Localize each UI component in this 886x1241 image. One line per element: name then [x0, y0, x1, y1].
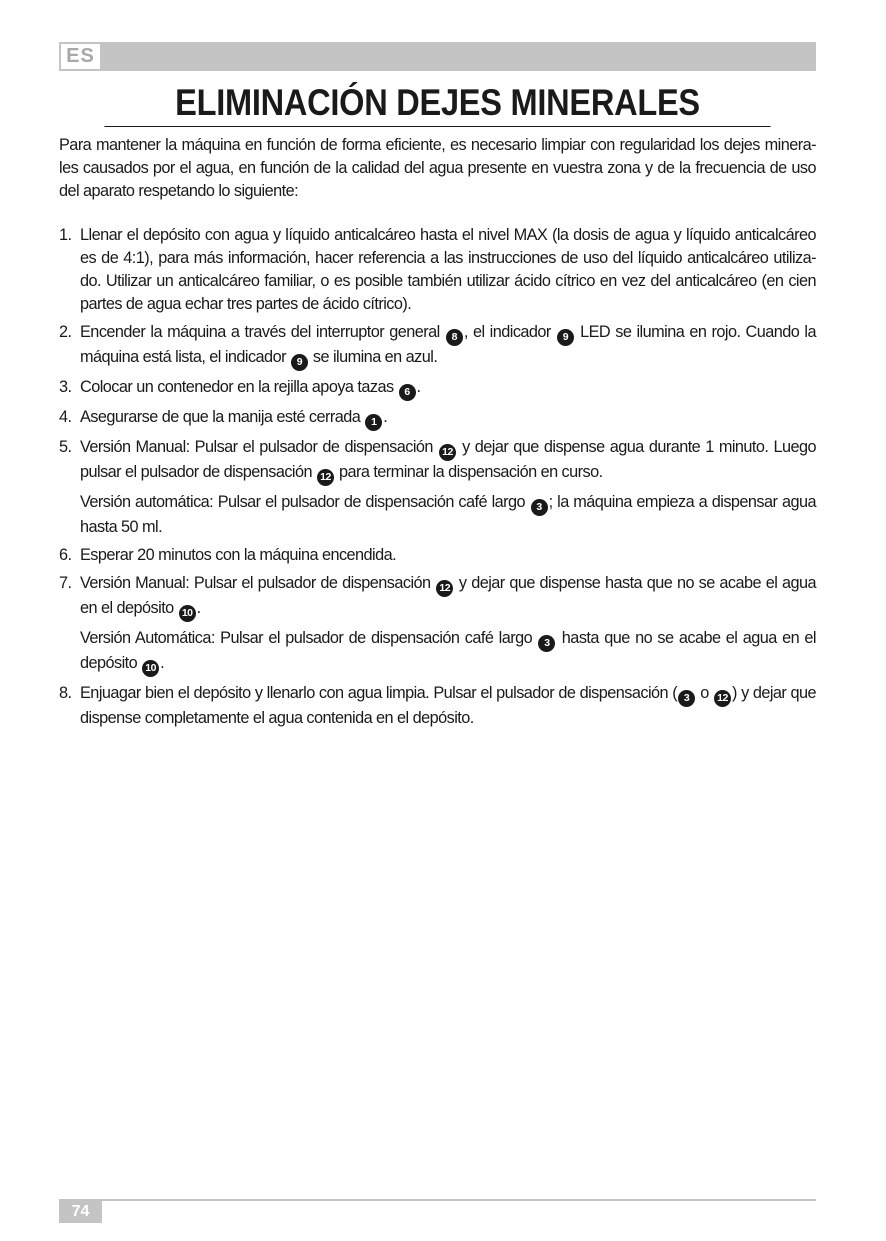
component-reference-badge: 9: [557, 329, 574, 346]
step-text: Versión Automática: Pulsar el pulsador de dispensación café largo: [80, 629, 538, 647]
step-body: [80, 224, 816, 316]
step-item: [59, 321, 816, 371]
component-reference-badge: 12: [317, 469, 334, 486]
footer-bar: [59, 1199, 816, 1201]
step-body: [80, 406, 816, 431]
step-body: [80, 572, 816, 677]
step-sub-text: [80, 491, 816, 539]
step-item: [59, 544, 816, 567]
step-main-text: [80, 224, 816, 316]
step-text: Enjuagar bien el depósito y llenarlo con agua limpia. Pulsar el pulsador de dispensación (: [80, 684, 678, 702]
step-body: [80, 682, 816, 730]
component-reference-badge: 12: [439, 444, 456, 461]
step-number: 8.: [59, 684, 72, 702]
step-text: Versión Manual: Pulsar el pulsador de dispensación: [80, 438, 438, 456]
step-text: hasta que no se acabe el agua en el depósito: [80, 629, 816, 672]
step-text: Asegurarse de que la manija esté cerrada: [80, 408, 365, 426]
step-item: [59, 436, 816, 539]
component-reference-badge: 3: [531, 499, 548, 516]
intro-paragraph: Para mantener la máquina en función de forma eficiente, es necesario limpiar con regularidad los dejes minera-les causados por el agua, en función de la calidad del agua presente en vuestra zona y de la frecuencia de uso del aparato respetando lo siguiente:: [59, 136, 816, 200]
component-reference-badge: 9: [291, 354, 308, 371]
step-body: [80, 544, 816, 567]
step-item: [59, 682, 816, 730]
step-number: 1.: [59, 226, 72, 244]
step-main-text: [80, 321, 816, 371]
step-text: y dejar que dispense agua durante 1 minuto. Luego pulsar el pulsador de dispensación: [80, 438, 816, 481]
step-text: .: [416, 378, 421, 396]
step-text: ) y dejar que dispense completamente el agua contenida en el depósito.: [80, 684, 817, 727]
step-text: Versión automática: Pulsar el pulsador de dispensación café largo: [80, 493, 530, 511]
step-text: Colocar un contenedor en la rejilla apoya tazas: [80, 378, 398, 396]
step-main-text: [80, 544, 816, 567]
step-body: [80, 321, 816, 371]
step-text: .: [383, 408, 388, 426]
component-reference-badge: 12: [436, 580, 453, 597]
component-reference-badge: 10: [142, 660, 159, 677]
step-main-text: [80, 406, 816, 431]
step-text: y dejar que dispense hasta que no se acabe el agua en el depósito: [80, 574, 816, 617]
step-number: 5.: [59, 438, 72, 456]
step-number: 3.: [59, 378, 72, 396]
header-bar: [59, 42, 816, 71]
step-number: 4.: [59, 408, 72, 426]
step-number: 2.: [59, 323, 72, 341]
component-reference-badge: 12: [714, 690, 731, 707]
step-body: [80, 376, 816, 401]
component-reference-badge: 3: [538, 635, 555, 652]
step-item: [59, 376, 816, 401]
step-item: [59, 406, 816, 431]
step-text: .: [160, 654, 165, 672]
steps-list: [59, 224, 816, 730]
step-main-text: [80, 572, 816, 622]
step-text: ; la máquina empieza a dispensar agua hasta 50 ml.: [80, 493, 816, 536]
step-text: o: [696, 684, 713, 702]
step-number: 6.: [59, 546, 72, 564]
step-main-text: [80, 376, 816, 401]
step-text: Esperar 20 minutos con la máquina encendida.: [80, 546, 397, 564]
component-reference-badge: 6: [399, 384, 416, 401]
page-title: ELIMINACIÓN DEJES MINERALES: [104, 80, 770, 127]
step-item: [59, 572, 816, 677]
language-tag: ES: [59, 42, 102, 71]
component-reference-badge: 8: [446, 329, 463, 346]
step-body: [80, 436, 816, 539]
step-text: Llenar el depósito con agua y líquido anticalcáreo hasta el nivel MAX (la dosis de agua y líquido anticalcáreo es de 4:1), para más información, hacer referencia a las instrucciones de uso del líquido anticalcáreo utiliza-do. Utilizar un anticalcáreo familiar, o es posible también utilizar ácido cítrico en vez del anticalcáreo (en cien partes de agua echar tres partes de ácido cítrico).: [80, 226, 816, 313]
step-text: Versión Manual: Pulsar el pulsador de dispensación: [80, 574, 436, 592]
component-reference-badge: 10: [179, 605, 196, 622]
component-reference-badge: 1: [365, 414, 382, 431]
step-text: para terminar la dispensación en curso.: [335, 463, 603, 481]
step-main-text: [80, 436, 816, 486]
page-number: 74: [59, 1201, 102, 1223]
step-number: 7.: [59, 574, 72, 592]
component-reference-badge: 3: [678, 690, 695, 707]
step-text: .: [196, 599, 201, 617]
step-sub-text: [80, 627, 816, 677]
main-content: [59, 134, 816, 735]
step-text: , el indicador: [463, 323, 556, 341]
step-text: LED se ilumina en rojo. Cuando la máquina está lista, el indicador: [80, 323, 817, 366]
step-text: Encender la máquina a través del interruptor general: [80, 323, 445, 341]
step-text: se ilumina en azul.: [308, 348, 438, 366]
step-item: [59, 224, 816, 316]
step-main-text: [80, 682, 816, 730]
